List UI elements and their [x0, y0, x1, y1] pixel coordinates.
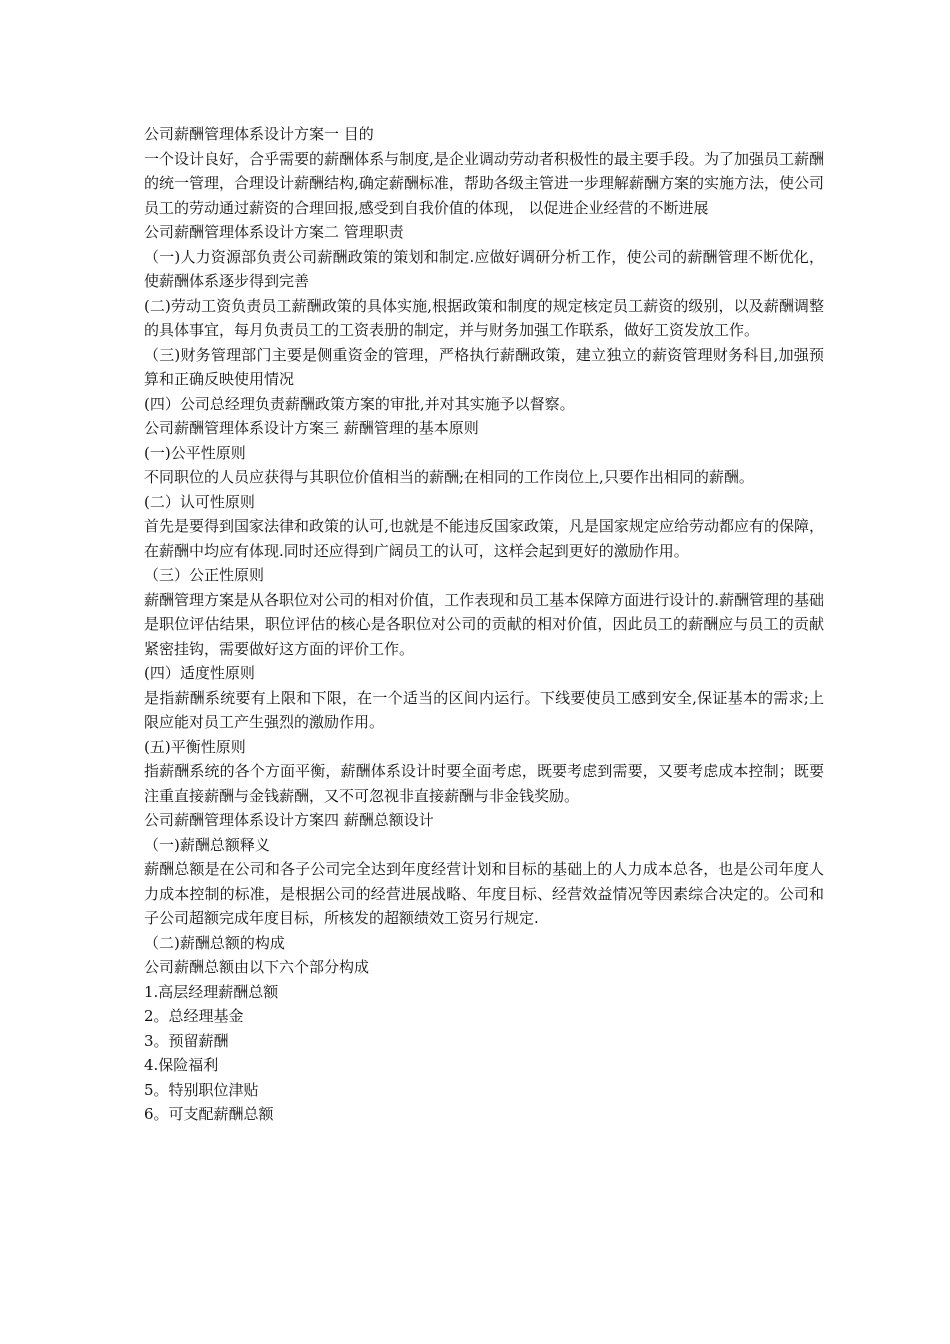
principle-heading-4: (四）适度性原则 [144, 664, 255, 682]
list-item: 1.高层经理薪酬总额 [144, 982, 279, 1001]
section-heading-1: 公司薪酬管理体系设计方案一 目的 [144, 125, 374, 143]
total-text-2: 公司薪酬总额由以下六个部分构成 [144, 958, 370, 976]
principle-heading-5: (五)平衡性原则 [144, 737, 246, 756]
principle-text-3: 薪酬管理方案是从各职位对公司的相对价值，工作表现和员工基本保障方面进行设计的.薪酬管理的基础是职位评估结果，职位评估的核心是各职位对公司的贡献的相对价值，因此员工的薪酬应与员工的贡献紧密挂钩，需要做好这方面的评价工作。 [144, 590, 824, 658]
section-heading-2: 公司薪酬管理体系设计方案二 管理职责 [144, 223, 404, 241]
section-heading-4: 公司薪酬管理体系设计方案四 薪酬总额设计 [144, 811, 434, 829]
list-item: 4.保险福利 [144, 1056, 219, 1074]
principle-heading-2: (二）认可性原则 [144, 492, 255, 511]
paragraph-purpose: 一个设计良好，合乎需要的薪酬体系与制度,是企业调动劳动者积极性的最主要手段。为了加强员工薪酬 的统一管理，合理设计薪酬结构,确定薪酬标准，帮助各级主管进一步理解薪酬方案的实施方法，使公司员工的劳动通过薪资的合理回报,感受到自我价值的体现， 以促进企业经营的不断进展 [144, 149, 824, 217]
principle-text-4: 是指薪酬系统要有上限和下限，在一个适当的区间内运行。下线要使员工感到安全,保证基本的需求;上限应能对员工产生强烈的激励作用。 [144, 688, 824, 731]
total-heading-1: （一)薪酬总额释义 [144, 835, 270, 854]
paragraph-duty-3: （三)财务管理部门主要是侧重资金的管理，严格执行薪酬政策，建立独立的薪资管理财务科目,加强预算和正确反映使用情况 [144, 345, 824, 388]
list-item: 3。预留薪酬 [144, 1031, 229, 1050]
principle-text-1: 不同职位的人员应获得与其职位价值相当的薪酬;在相同的工作岗位上,只要作出相同的薪酬。 [144, 468, 754, 486]
principle-text-2: 首先是要得到国家法律和政策的认可,也就是不能违反国家政策，凡是国家规定应给劳动都应有的保障，在薪酬中均应有体现.同时还应得到广阔员工的认可，这样会起到更好的激励作用。 [144, 517, 824, 560]
principle-heading-1: (一)公平性原则 [144, 443, 246, 462]
total-text-1: 薪酬总额是在公司和各子公司完全达到年度经营计划和目标的基础上的人力成本总各，也是公司年度人力成本控制的标准，是根据公司的经营进展战略、年度目标、经营效益情况等因素综合决定的。公司和子公司超额完成年度目标，所核发的超额绩效工资另行规定. [144, 860, 824, 927]
total-heading-2: （二)薪酬总额的构成 [144, 933, 285, 952]
principle-heading-3: （三）公正性原则 [144, 566, 265, 584]
paragraph-duty-4: (四）公司总经理负责薪酬政策方案的审批,并对其实施予以督察。 [144, 394, 575, 413]
paragraph-duty-2: (二)劳动工资负责员工薪酬政策的具体实施,根据政策和制度的规定核定员工薪资的级别，以及薪酬调整的具体事宜，每月负责员工的工资表册的制定，并与财务加强工作联系，做好工资发放工作。 [144, 296, 824, 339]
list-item: 2。总经理基金 [144, 1007, 244, 1025]
list-item: 5。特别职位津贴 [144, 1080, 259, 1099]
section-heading-3: 公司薪酬管理体系设计方案三 薪酬管理的基本原则 [144, 419, 479, 437]
list-item: 6。可支配薪酬总额 [144, 1105, 274, 1123]
principle-text-5: 指薪酬系统的各个方面平衡，薪酬体系设计时要全面考虑，既要考虑到需要，又要考虑成本控制；既要注重直接薪酬与金钱薪酬，又不可忽视非直接薪酬与非金钱奖励。 [144, 762, 824, 805]
paragraph-duty-1: （一)人力资源部负责公司薪酬政策的策划和制定.应做好调研分析工作，使公司的薪酬管理不断优化，使薪酬体系逐步得到完善 [144, 247, 824, 290]
document-body [144, 122, 824, 1127]
